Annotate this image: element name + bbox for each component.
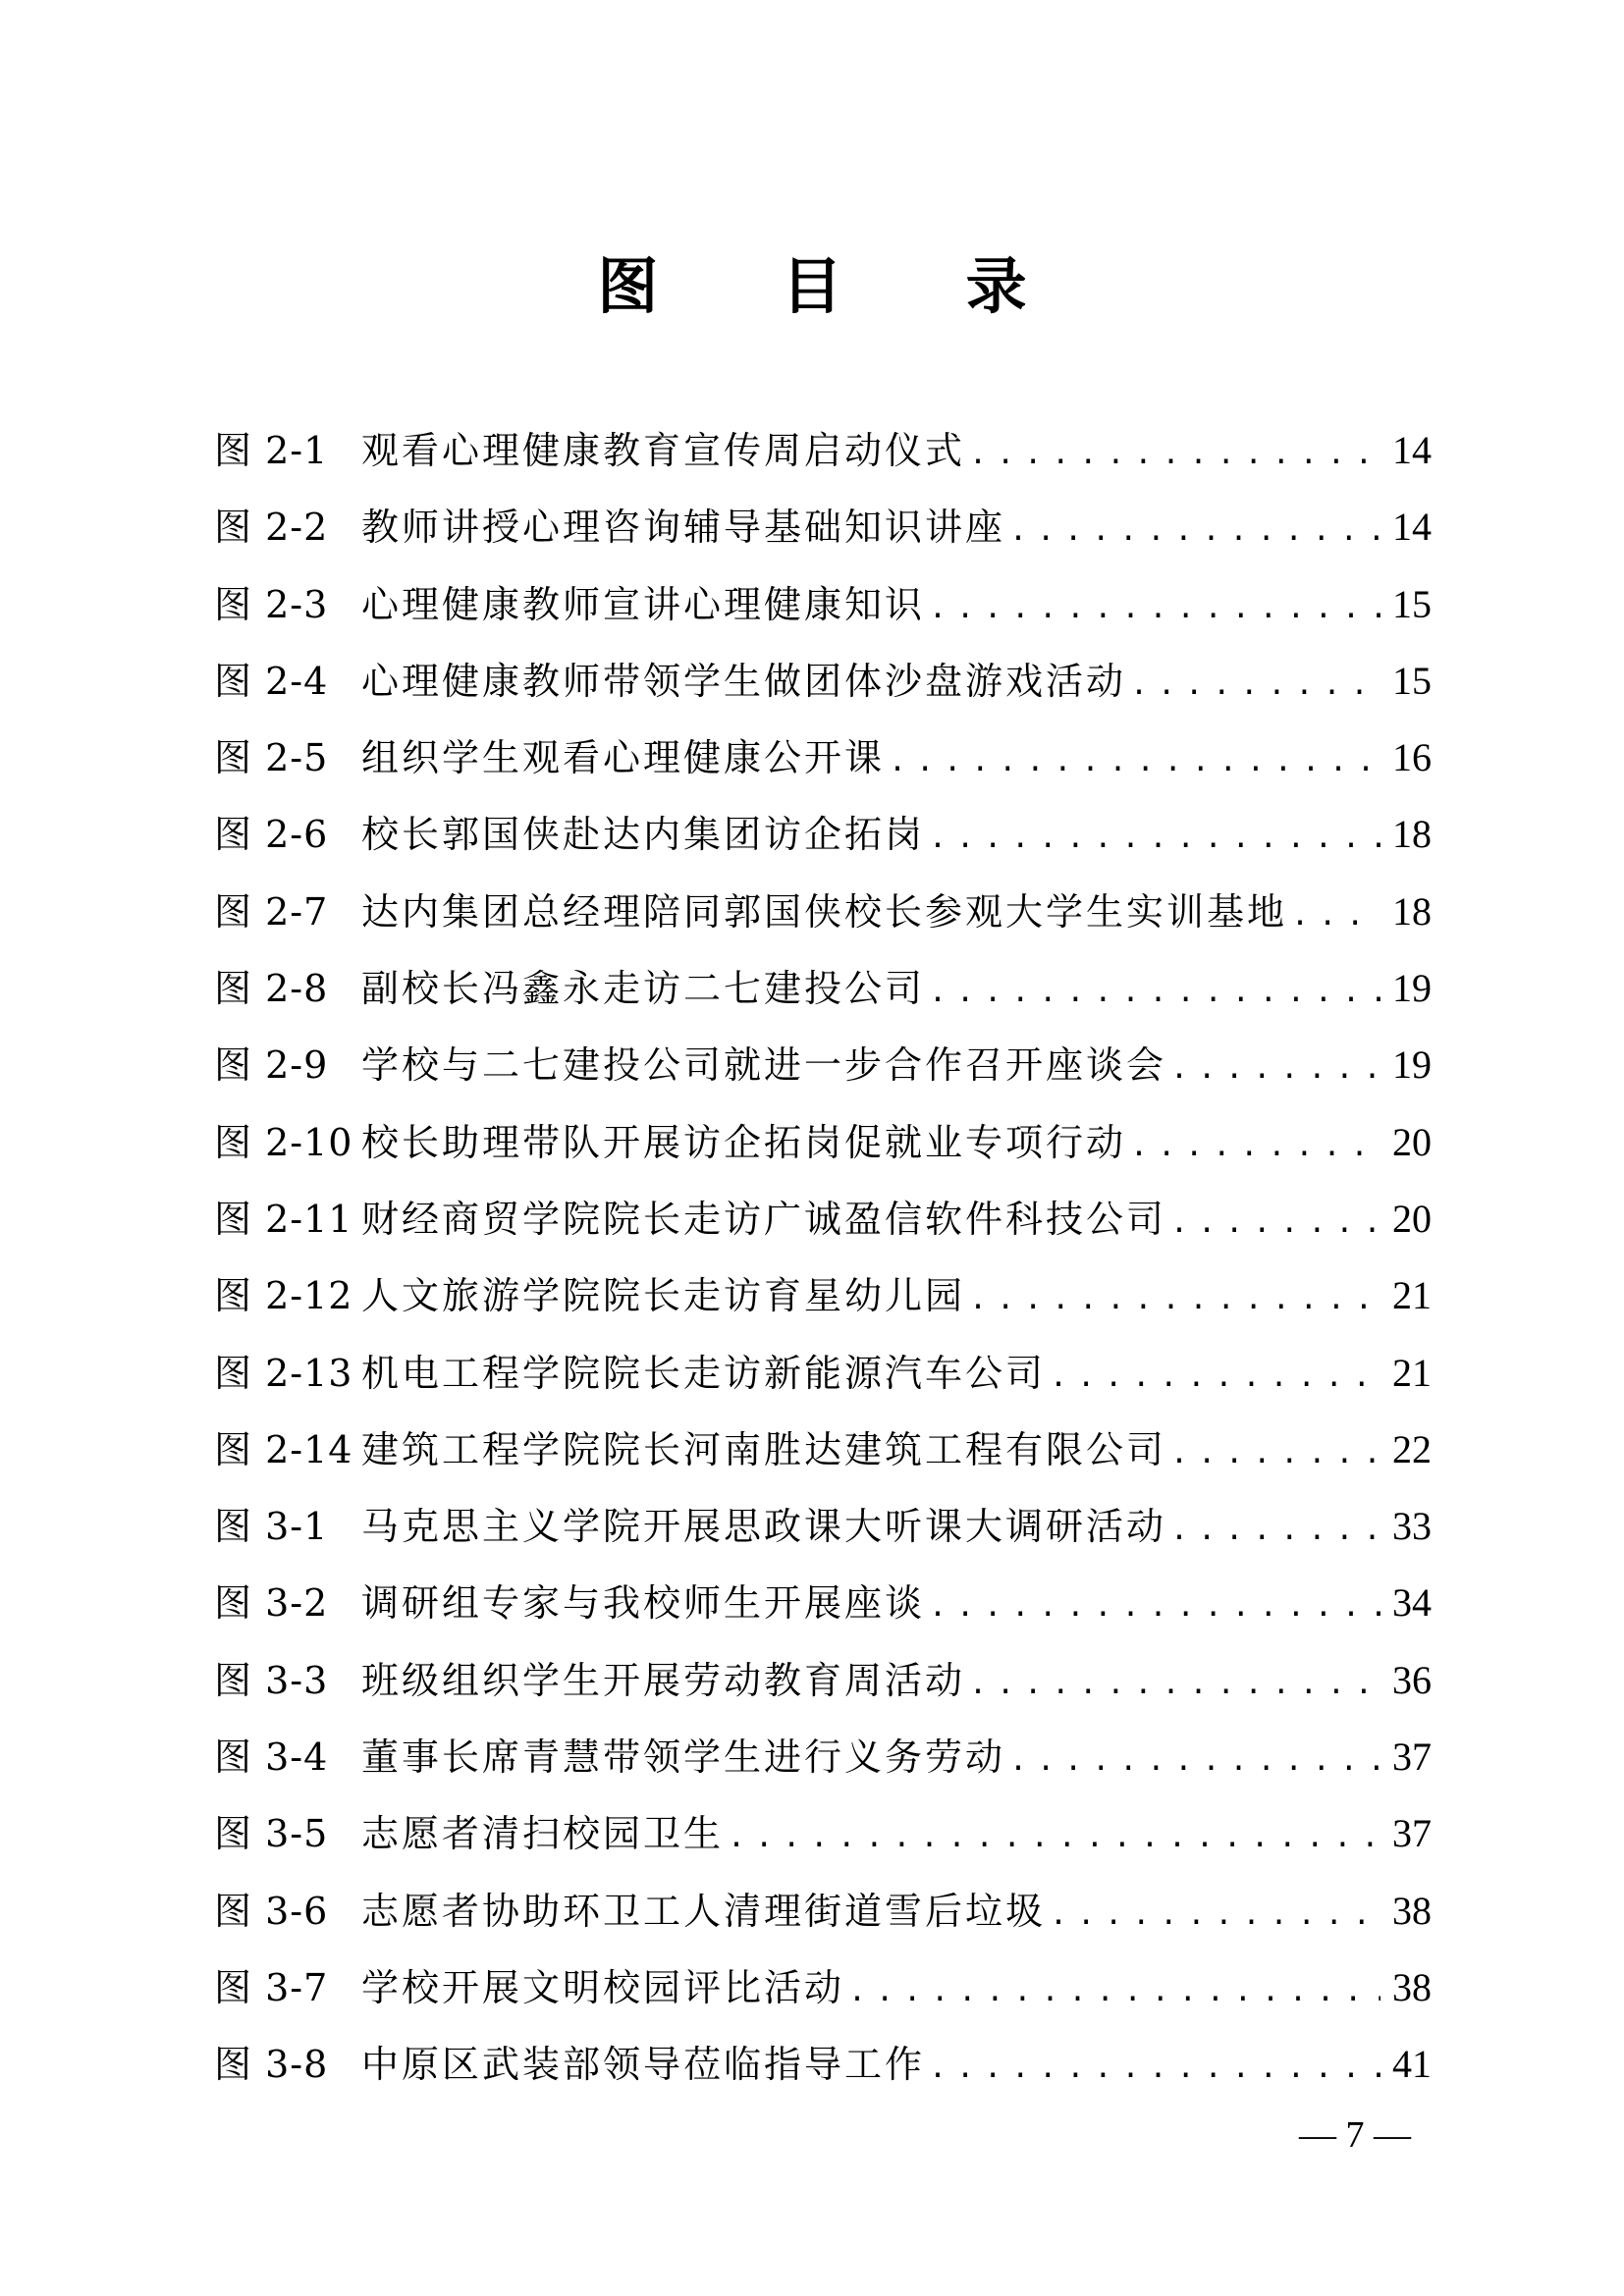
- toc-entry[interactable]: [214, 566, 1432, 643]
- entry-title: 财经商贸学院院长走访广诚盈信软件科技公司: [361, 1197, 1167, 1241]
- dot-leader: [1050, 1877, 1380, 1949]
- entry-page: 16: [1392, 735, 1432, 780]
- dot-leader: [848, 1953, 1380, 2026]
- entry-page: 37: [1392, 1735, 1432, 1780]
- dot-leader: [969, 1261, 1380, 1334]
- entry-label: 图 3-8: [214, 2043, 329, 2087]
- entry-label: 图 2-12: [214, 1274, 353, 1318]
- toc-entry[interactable]: [214, 796, 1432, 873]
- toc-entry[interactable]: [214, 1795, 1432, 1872]
- entry-title: 中原区武装部领导莅临指导工作: [361, 2043, 926, 2087]
- entry-title: 达内集团总经理陪同郭国侠校长参观大学生实训基地: [361, 889, 1288, 934]
- entry-title: 调研组专家与我校师生开展座谈: [361, 1581, 926, 1626]
- entry-label: 图 3-3: [214, 1658, 329, 1702]
- toc-entry[interactable]: [214, 1565, 1432, 1641]
- entry-label: 图 2-8: [214, 967, 329, 1011]
- dot-leader: [929, 1569, 1380, 1641]
- dot-leader: [1170, 1031, 1380, 1103]
- entry-title: 人文旅游学院院长走访育星幼儿园: [361, 1274, 966, 1318]
- entry-title: 机电工程学院院长走访新能源汽车公司: [361, 1351, 1047, 1395]
- entry-title: 组织学生观看心理健康公开课: [361, 736, 886, 780]
- toc-entry[interactable]: [214, 1642, 1432, 1719]
- entry-title: 心理健康教师带领学生做团体沙盘游戏活动: [361, 659, 1127, 703]
- dot-leader: [1170, 1415, 1380, 1488]
- entry-title: 志愿者清扫校园卫生: [361, 1812, 725, 1856]
- toc-entry[interactable]: [214, 489, 1432, 565]
- entry-page: 20: [1392, 1196, 1432, 1241]
- toc-entry[interactable]: [214, 2026, 1432, 2103]
- entry-title: 志愿者协助环卫工人清理街道雪后垃圾: [361, 1889, 1047, 1933]
- entry-page: 14: [1392, 428, 1432, 472]
- toc-entry[interactable]: [214, 1412, 1432, 1488]
- toc-entry[interactable]: [214, 1257, 1432, 1334]
- entry-page: 37: [1392, 1811, 1432, 1856]
- dot-leader: [1291, 878, 1380, 950]
- toc-entry[interactable]: [214, 643, 1432, 720]
- dot-leader: [1170, 1492, 1380, 1565]
- entry-page: 34: [1392, 1580, 1432, 1626]
- entry-label: 图 2-13: [214, 1351, 353, 1395]
- entry-title: 班级组织学生开展劳动教育周活动: [361, 1658, 966, 1702]
- entry-title: 学校开展文明校园评比活动: [361, 1965, 845, 2009]
- dot-leader: [929, 2030, 1380, 2103]
- dot-leader: [929, 954, 1380, 1027]
- entry-title: 观看心理健康教育宣传周启动仪式: [361, 429, 966, 472]
- entry-label: 图 3-5: [214, 1812, 329, 1856]
- entry-title: 马克思主义学院开展思政课大听课大调研活动: [361, 1505, 1167, 1549]
- toc-entry[interactable]: [214, 1949, 1432, 2026]
- dot-leader: [929, 800, 1380, 873]
- entry-page: 33: [1392, 1504, 1432, 1549]
- entry-label: 图 2-5: [214, 736, 329, 780]
- entry-label: 图 3-1: [214, 1505, 329, 1549]
- entry-label: 图 2-11: [214, 1197, 353, 1241]
- dot-leader: [1130, 647, 1380, 720]
- entry-page: 19: [1392, 1042, 1432, 1088]
- entry-page: 38: [1392, 1888, 1432, 1933]
- entry-title: 副校长冯鑫永走访二七建投公司: [361, 967, 926, 1011]
- entry-label: 图 2-4: [214, 659, 329, 703]
- toc-entry[interactable]: [214, 1104, 1432, 1181]
- entry-label: 图 2-2: [214, 506, 329, 550]
- page-title: 图 目 录: [597, 250, 1078, 322]
- entry-title: 校长助理带队开展访企拓岗促就业专项行动: [361, 1120, 1127, 1164]
- entry-page: 41: [1392, 2042, 1432, 2087]
- entry-label: 图 2-14: [214, 1427, 353, 1471]
- entry-label: 图 2-6: [214, 813, 329, 857]
- dot-leader: [1050, 1339, 1380, 1412]
- entry-page: 36: [1392, 1657, 1432, 1702]
- entry-page: 15: [1392, 581, 1432, 626]
- dot-leader: [1009, 1723, 1380, 1795]
- entry-label: 图 2-9: [214, 1043, 329, 1088]
- toc-entry[interactable]: [214, 720, 1432, 796]
- entry-title: 校长郭国侠赴达内集团访企拓岗: [361, 813, 926, 857]
- entry-page: 21: [1392, 1350, 1432, 1395]
- toc-entry[interactable]: [214, 1335, 1432, 1412]
- dot-leader: [929, 570, 1380, 643]
- entry-title: 建筑工程学院院长河南胜达建筑工程有限公司: [361, 1427, 1167, 1471]
- toc-entry[interactable]: [214, 1873, 1432, 1949]
- entry-page: 20: [1392, 1119, 1432, 1164]
- figure-list: [214, 412, 1432, 2104]
- entry-page: 15: [1392, 658, 1432, 703]
- entry-title: 心理健康教师宣讲心理健康知识: [361, 582, 926, 626]
- dot-leader: [969, 1646, 1380, 1719]
- entry-title: 董事长席青慧带领学生进行义务劳动: [361, 1735, 1006, 1780]
- dot-leader: [1130, 1108, 1380, 1181]
- entry-page: 19: [1392, 966, 1432, 1011]
- entry-label: 图 2-10: [214, 1120, 353, 1164]
- toc-entry[interactable]: [214, 1027, 1432, 1103]
- entry-page: 18: [1392, 888, 1432, 934]
- entry-page: 22: [1392, 1426, 1432, 1471]
- entry-page: 14: [1392, 505, 1432, 550]
- toc-entry[interactable]: [214, 412, 1432, 489]
- entry-page: 18: [1392, 812, 1432, 857]
- dot-leader: [969, 416, 1380, 489]
- dot-leader: [1170, 1185, 1380, 1257]
- entry-label: 图 2-3: [214, 582, 329, 626]
- toc-entry[interactable]: [214, 1719, 1432, 1795]
- toc-entry[interactable]: [214, 950, 1432, 1027]
- entry-label: 图 2-7: [214, 889, 329, 934]
- toc-entry[interactable]: [214, 1181, 1432, 1257]
- entry-title: 学校与二七建投公司就进一步合作召开座谈会: [361, 1043, 1167, 1088]
- dot-leader: [1009, 493, 1380, 565]
- toc-entry[interactable]: [214, 1488, 1432, 1565]
- toc-entry[interactable]: [214, 874, 1432, 950]
- entry-label: 图 2-1: [214, 429, 329, 472]
- entry-page: 38: [1392, 1964, 1432, 2009]
- dot-leader: [889, 723, 1380, 796]
- entry-label: 图 3-4: [214, 1735, 329, 1780]
- dot-leader: [728, 1799, 1380, 1872]
- entry-label: 图 3-7: [214, 1965, 329, 2009]
- entry-page: 21: [1392, 1273, 1432, 1318]
- entry-label: 图 3-6: [214, 1889, 329, 1933]
- entry-label: 图 3-2: [214, 1581, 329, 1626]
- entry-title: 教师讲授心理咨询辅导基础知识讲座: [361, 506, 1006, 550]
- page-number: — 7 —: [1299, 2114, 1411, 2156]
